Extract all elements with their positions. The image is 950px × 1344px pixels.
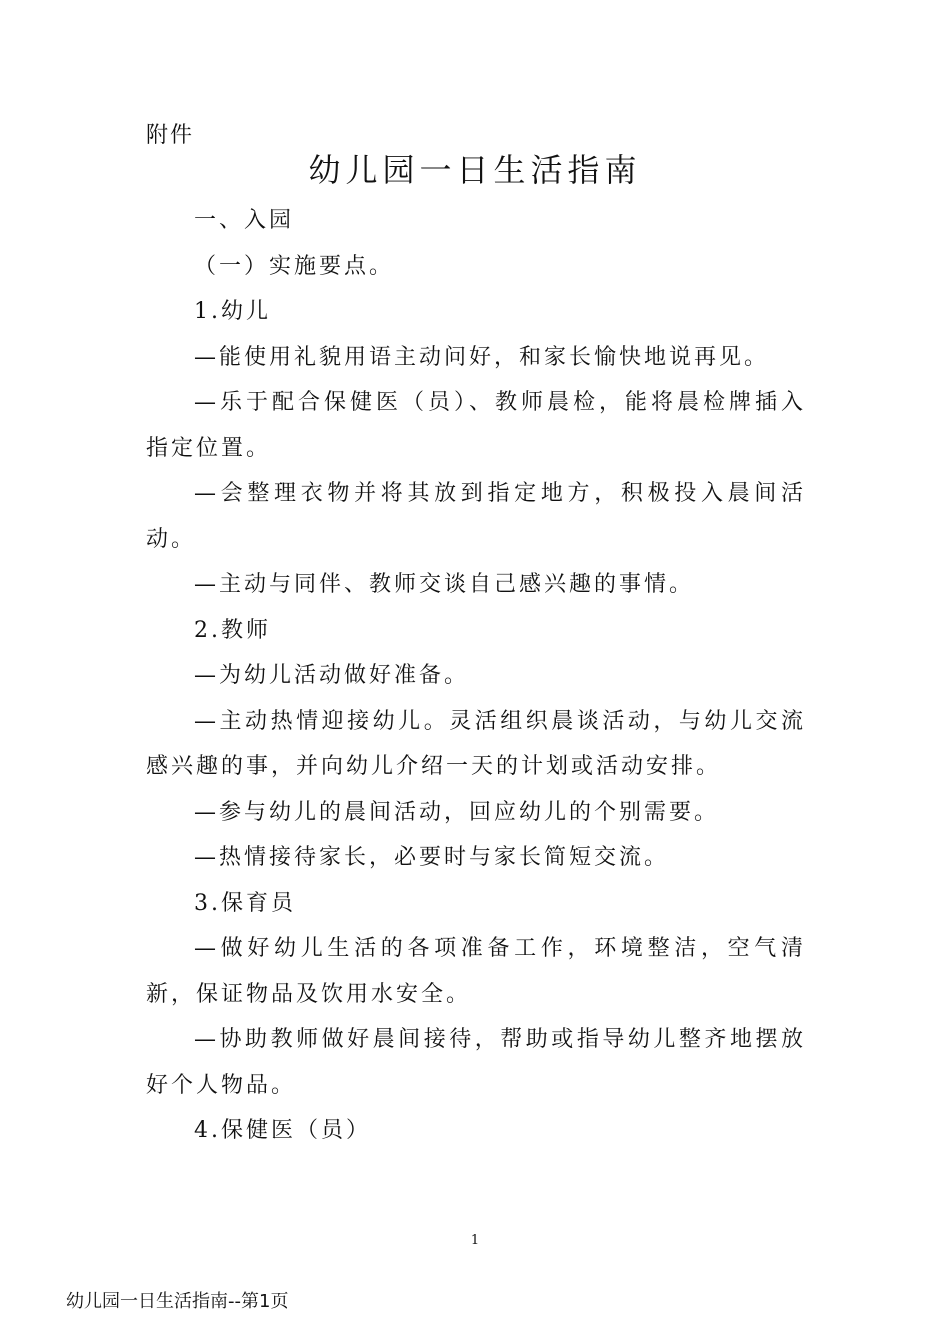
page-number: 1 bbox=[470, 1233, 480, 1248]
paragraph: —热情接待家长，必要时与家长简短交流。 bbox=[194, 845, 670, 870]
paragraph: —协助教师做好晨间接待，帮助或指导幼儿整齐地摆放好个人物品。 bbox=[146, 1027, 806, 1098]
paragraph: —主动热情迎接幼儿。灵活组织晨谈活动，与幼儿交流感兴趣的事，并向幼儿介绍一天的计划或活动安排。 bbox=[146, 708, 806, 779]
attachment-label: 附件 bbox=[146, 123, 195, 148]
item-heading: 3.保育员 bbox=[194, 890, 296, 916]
paragraph: —参与幼儿的晨间活动，回应幼儿的个别需要。 bbox=[194, 799, 720, 825]
item-heading: 4.保健医（员） bbox=[194, 1118, 371, 1143]
item-heading: 2.教师 bbox=[194, 617, 271, 643]
paragraph: —能使用礼貌用语主动问好，和家长愉快地说再见。 bbox=[194, 344, 770, 370]
paragraph: —为幼儿活动做好准备。 bbox=[194, 663, 470, 688]
paragraph: —会整理衣物并将其放到指定地方，积极投入晨间活动。 bbox=[146, 481, 806, 552]
page-footer: 幼儿园一日生活指南--第1页 bbox=[66, 1291, 289, 1312]
document-title: 幼儿园一日生活指南 bbox=[308, 151, 642, 189]
paragraph: —乐于配合保健医（员）、教师晨检，能将晨检牌插入指定位置。 bbox=[146, 390, 806, 461]
section-heading: 一、入园 bbox=[194, 208, 295, 233]
item-heading: 1.幼儿 bbox=[194, 299, 271, 324]
paragraph: —主动与同伴、教师交谈自己感兴趣的事情。 bbox=[194, 572, 695, 597]
paragraph: —做好幼儿生活的各项准备工作，环境整洁，空气清新，保证物品及饮用水安全。 bbox=[146, 936, 806, 1007]
subsection-heading: （一）实施要点。 bbox=[194, 253, 395, 279]
document-body bbox=[146, 198, 806, 1154]
